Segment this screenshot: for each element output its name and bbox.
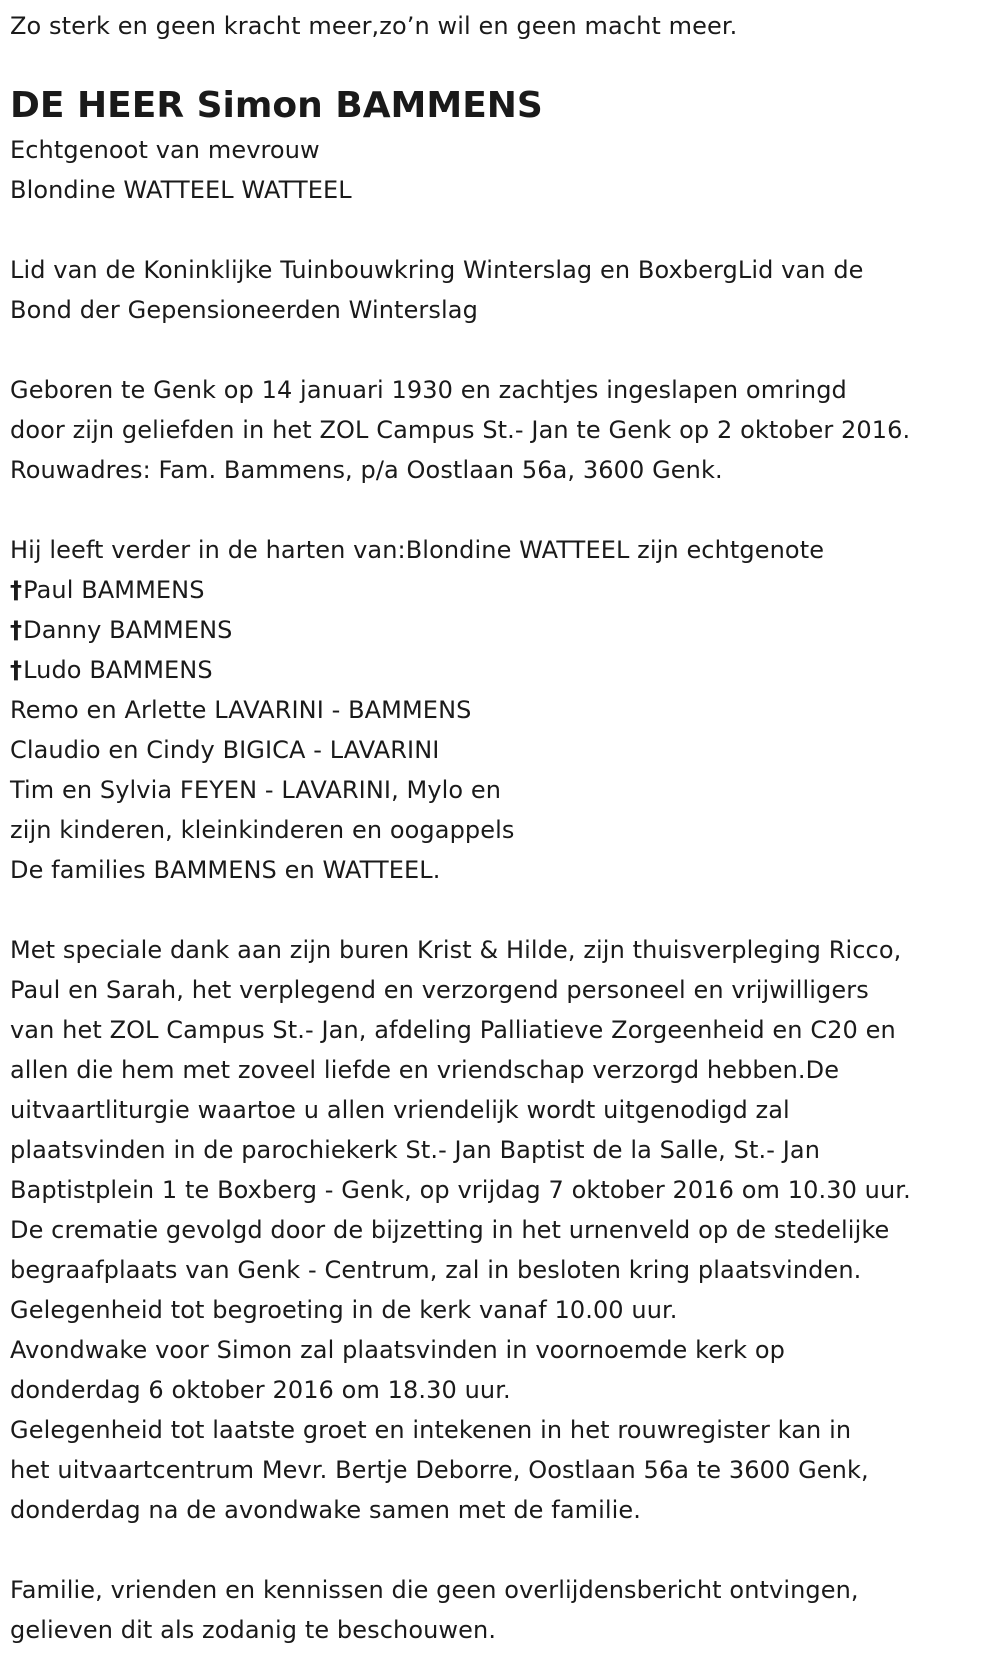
- thanks-line: van het ZOL Campus St.- Jan, afdeling Palliatieve Zorgeenheid en C20 en: [10, 1016, 896, 1044]
- thanks-line: Paul en Sarah, het verplegend en verzorgend personeel en vrijwilligers: [10, 976, 869, 1004]
- register-line: het uitvaartcentrum Mevr. Bertje Deborre, Oostlaan 56a te 3600 Genk,: [10, 1456, 869, 1484]
- deceased-child: [10, 610, 990, 650]
- register-line: Gelegenheid tot laatste groet en intekenen in het rouwregister kan in: [10, 1416, 852, 1444]
- ceremony-line: plaatsvinden in de parochiekerk St.- Jan Baptist de la Salle, St.- Jan: [10, 1136, 821, 1164]
- deceased-child-name: Danny BAMMENS: [23, 616, 233, 644]
- cremation-line: begraafplaats van Genk - Centrum, zal in besloten kring plaatsvinden.: [10, 1256, 862, 1284]
- closing-line: Familie, vrienden en kennissen die geen overlijdensbericht ontvingen,: [10, 1576, 859, 1604]
- ceremony-line: uitvaartliturgie waartoe u allen vriendelijk wordt uitgenodigd zal: [10, 1096, 790, 1124]
- deceased-name: DE HEER Simon BAMMENS: [10, 85, 543, 126]
- greeting-line: Gelegenheid tot begroeting in de kerk vanaf 10.00 uur.: [10, 1296, 678, 1324]
- cremation-line: De crematie gevolgd door de bijzetting in het urnenveld op de stedelijke: [10, 1216, 890, 1244]
- spouse-line: Echtgenoot van mevrouw: [10, 136, 320, 164]
- cross-icon: †: [10, 656, 23, 684]
- memberships-block: [10, 250, 990, 330]
- survivor-line: Remo en Arlette LAVARINI - BAMMENS: [10, 696, 472, 724]
- deceased-child: [10, 650, 990, 690]
- ceremony-line: Baptistplein 1 te Boxberg - Genk, op vrijdag 7 oktober 2016 om 10.30 uur.: [10, 1176, 911, 1204]
- wake-line: donderdag 6 oktober 2016 om 18.30 uur.: [10, 1376, 511, 1404]
- survivor-line: De families BAMMENS en WATTEEL.: [10, 856, 441, 884]
- birth-death-line: Geboren te Genk op 14 januari 1930 en zachtjes ingeslapen omringd: [10, 376, 847, 404]
- quote-line: Zo sterk en geen kracht meer,zo’n wil en geen macht meer.: [10, 12, 738, 40]
- membership-line: Lid van de Koninklijke Tuinbouwkring Winterslag en BoxbergLid van de: [10, 256, 864, 284]
- cross-icon: †: [10, 616, 23, 644]
- thanks-line: Met speciale dank aan zijn buren Krist & Hilde, zijn thuisverpleging Ricco,: [10, 936, 902, 964]
- thanks-ceremony-block: [10, 930, 990, 1530]
- membership-line: Bond der Gepensioneerden Winterslag: [10, 296, 478, 324]
- mourning-address: Rouwadres: Fam. Bammens, p/a Oostlaan 56a, 3600 Genk.: [10, 456, 723, 484]
- cross-icon: †: [10, 576, 23, 604]
- survivor-line: zijn kinderen, kleinkinderen en oogappels: [10, 816, 515, 844]
- survivors-intro: Hij leeft verder in de harten van:Blondine WATTEEL zijn echtgenote: [10, 536, 825, 564]
- deceased-child-name: Ludo BAMMENS: [23, 656, 213, 684]
- register-line: donderdag na de avondwake samen met de familie.: [10, 1496, 642, 1524]
- spouse-block: [10, 130, 990, 210]
- birth-death-line: door zijn geliefden in het ZOL Campus St.- Jan te Genk op 2 oktober 2016.: [10, 416, 911, 444]
- survivors-block: [10, 530, 990, 890]
- thanks-line: allen die hem met zoveel liefde en vriendschap verzorgd hebben.De: [10, 1056, 840, 1084]
- survivor-line: Tim en Sylvia FEYEN - LAVARINI, Mylo en: [10, 776, 502, 804]
- wake-line: Avondwake voor Simon zal plaatsvinden in voornoemde kerk op: [10, 1336, 785, 1364]
- spouse-name: Blondine WATTEEL WATTEEL: [10, 176, 352, 204]
- birth-death-block: [10, 370, 990, 490]
- survivor-line: Claudio en Cindy BIGICA - LAVARINI: [10, 736, 440, 764]
- deceased-child-name: Paul BAMMENS: [23, 576, 205, 604]
- closing-line: gelieven dit als zodanig te beschouwen.: [10, 1616, 497, 1644]
- deceased-child: [10, 570, 990, 610]
- closing-block: [10, 1570, 990, 1650]
